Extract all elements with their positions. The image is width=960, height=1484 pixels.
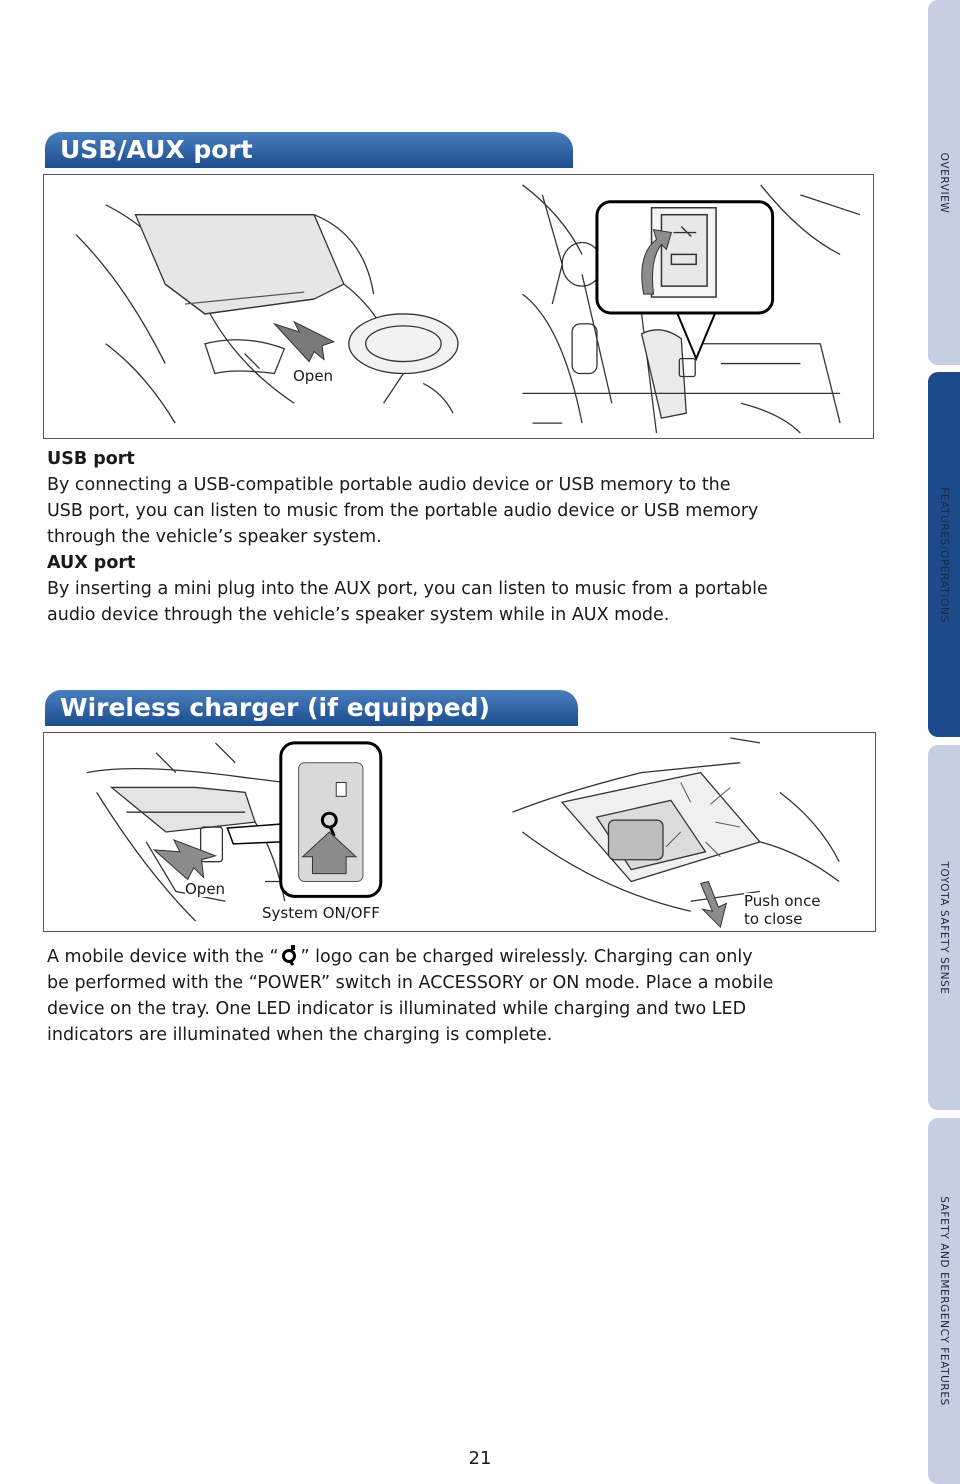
tab-features-label: FEATURES/OPERATIONS: [938, 486, 950, 623]
tab-toyota-safety-sense[interactable]: [928, 745, 960, 1110]
usb-text-line-2: USB port, you can listen to music from the portable audio device or USB memory: [47, 501, 759, 521]
page-number: 21: [468, 1448, 492, 1469]
usb-port-heading: USB port: [47, 449, 135, 469]
usb-text-line-1: By connecting a USB-compatible portable audio device or USB memory to the: [47, 475, 731, 495]
usb-open-callout: Open: [293, 367, 334, 385]
charger-open-callout: Open: [185, 880, 226, 898]
charger-text-line-4: indicators are illuminated when the charging is complete.: [47, 1025, 553, 1045]
charger-text-line-1-end: ” logo can be charged wirelessly. Charging can only: [300, 947, 753, 967]
push-once-callout-line2: to close: [744, 910, 803, 928]
aux-text-line-1: By inserting a mini plug into the AUX port, you can listen to music from a portable: [47, 579, 768, 599]
section-tabs: [928, 0, 960, 1484]
usb-aux-illustration: [43, 174, 874, 439]
charger-text-line-3: device on the tray. One LED indicator is illuminated while charging and two LED: [47, 999, 747, 1019]
wireless-charger-description: [47, 944, 877, 1048]
charger-text-line-1: [47, 944, 877, 970]
tab-features-operations[interactable]: [928, 372, 960, 737]
tab-overview-label: OVERVIEW: [938, 152, 950, 213]
qi-logo-icon: [279, 944, 301, 966]
charger-text-line-1-start: A mobile device with the “: [47, 947, 279, 967]
tab-safety-emergency-label: SAFETY AND EMERGENCY FEATURES: [938, 1196, 950, 1406]
tab-safety-sense-label: TOYOTA SAFETY SENSE: [938, 860, 950, 995]
aux-port-heading: AUX port: [47, 553, 136, 573]
system-onoff-callout: System ON/OFF: [262, 904, 380, 922]
usb-aux-section-title: USB/AUX port: [45, 132, 573, 168]
wireless-charger-section-title: Wireless charger (if equipped): [45, 690, 578, 726]
usb-aux-line-drawing: [44, 175, 873, 438]
aux-text-line-2: audio device through the vehicle’s speaker system while in AUX mode.: [47, 605, 670, 625]
usb-text-line-3: through the vehicle’s speaker system.: [47, 527, 382, 547]
push-once-callout-line1: Push once: [744, 892, 821, 910]
tab-safety-emergency[interactable]: [928, 1118, 960, 1484]
usb-aux-description: [47, 446, 877, 628]
tab-overview[interactable]: [928, 0, 960, 365]
charger-text-line-2: be performed with the “POWER” switch in ACCESSORY or ON mode. Place a mobile: [47, 973, 774, 993]
